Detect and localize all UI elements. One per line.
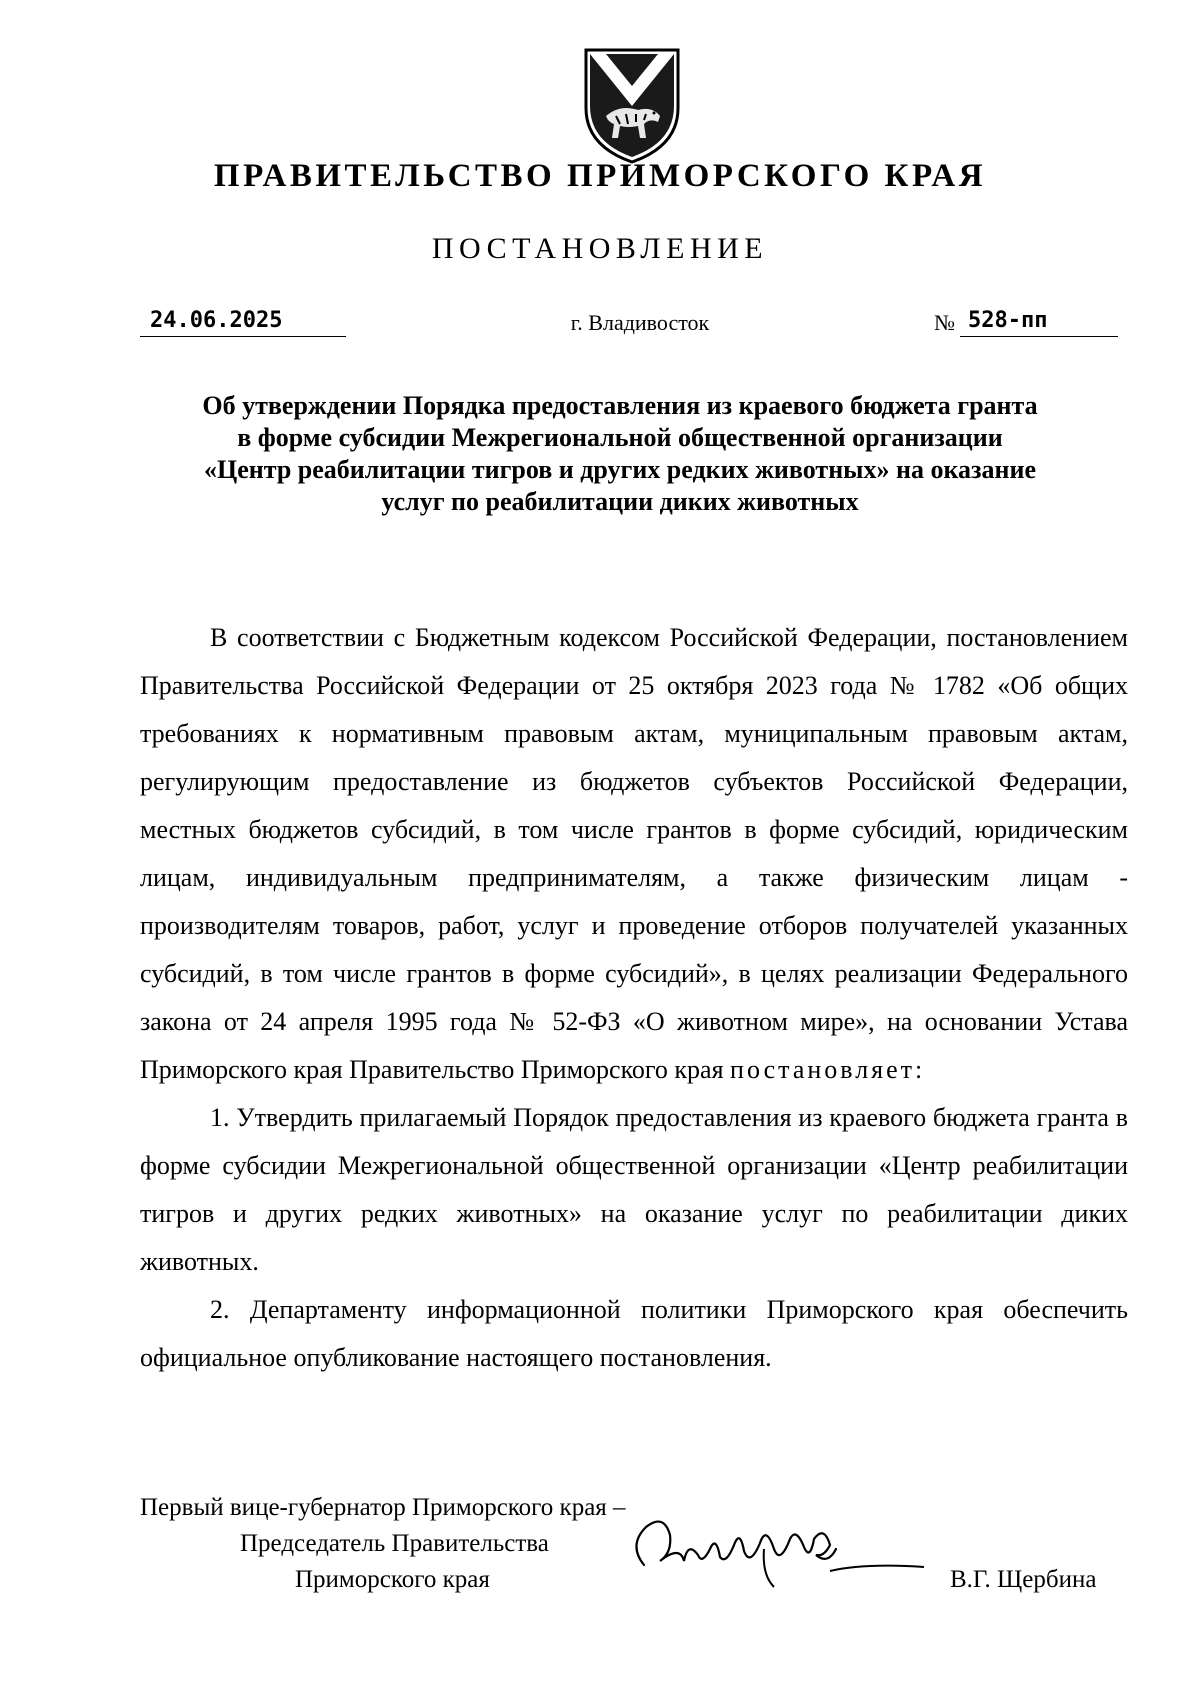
government-name: ПРАВИТЕЛЬСТВО ПРИМОРСКОГО КРАЯ	[213, 158, 987, 194]
document-date: 24.06.2025	[140, 306, 346, 337]
item-2: 2. Департаменту информационной политики Приморского края обеспечить официальное опубликование настоящего постановления.	[140, 1295, 1128, 1372]
preamble-paragraph	[140, 614, 1128, 1094]
position-line-3: Приморского края	[295, 1566, 490, 1593]
document-city: г. Владивосток	[570, 310, 710, 335]
document-title: Об утверждении Порядка предоставления из краевого бюджета гранта в форме субсидии Межрегиональной общественной организации «Центр реабилитации тигров и других редких животных» на оказание услуг по реабилитации диких животных	[202, 391, 1038, 516]
signer-name: В.Г. Щербина	[950, 1566, 1097, 1593]
coat-of-arms-emblem	[580, 46, 684, 166]
document-type: ПОСТАНОВЛЕНИЕ	[431, 232, 769, 265]
number-label: №	[934, 310, 955, 335]
position-line-2: Председатель Правительства	[240, 1530, 549, 1557]
document-number: 528-пп	[960, 306, 1118, 337]
document-body	[140, 614, 1128, 1382]
preamble-text: В соответствии с Бюджетным кодексом Российской Федерации, постановлением Правительства Российской Федерации от 25 октября 2023 года № 1782 «Об общих требованиях к нормативным правовым актам, муниципальным правовым актам, регулирующим предоставление из бюджетов субъектов Российской Федерации, местных бюджетов субсидий, в том числе грантов в форме субсидий, юридическим лицам, индивидуальным предпринимателям, а также физическим лицам - производителям товаров, работ, услуг и проведение отборов получателей указанных субсидий, в том числе грантов в форме субсидий», в целях реализации Федерального закона от 24 апреля 1995 года № 52-ФЗ «О животном мире», на основании Устава Приморского края Правительство Приморского края	[140, 623, 1128, 1084]
item-1: 1. Утвердить прилагаемый Порядок предоставления из краевого бюджета гранта в форме субсидии Межрегиональной общественной организации «Центр реабилитации тигров и других редких животных» на оказание услуг по реабилитации диких животных.	[140, 1103, 1128, 1276]
position-line-1: Первый вице-губернатор Приморского края –	[140, 1494, 626, 1521]
signatory-position	[140, 1490, 626, 1598]
handwritten-signature	[624, 1505, 934, 1591]
resolves-keyword: постановляет:	[730, 1055, 926, 1084]
